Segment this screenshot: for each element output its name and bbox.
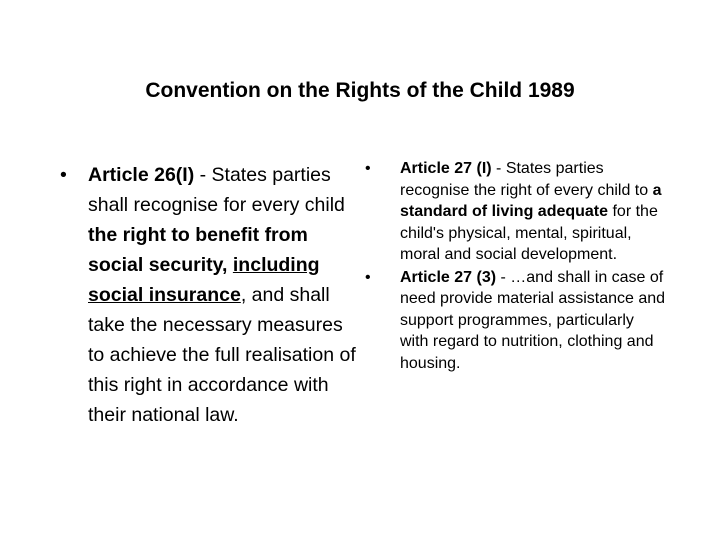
list-item-article-27-1 xyxy=(356,158,666,266)
article-emphasis: a standard of living adequate xyxy=(400,181,662,220)
article-ref: Article 26(I) xyxy=(88,164,195,186)
right-column xyxy=(356,158,666,374)
article-text: - States parties recognise the right of every child to xyxy=(400,160,653,199)
bullet-icon: • xyxy=(60,164,67,186)
article-text: for the child's physical, mental, spiritual, moral and social development. xyxy=(400,203,658,263)
list-item-article-27-3 xyxy=(356,267,666,375)
article-underline: including social insurance xyxy=(88,254,320,306)
article-text: , and shall take the necessary measures to achieve the full realisation of this right in accordance with their national law. xyxy=(88,284,356,426)
list-item-article-26 xyxy=(60,160,360,430)
article-ref: Article 27 (3) xyxy=(400,268,497,286)
article-ref: Article 27 (I) xyxy=(400,160,492,177)
article-text: - …and shall in case of need provide material assistance and support programmes, particularly with regard to nutrition, clothing and housing. xyxy=(400,268,666,372)
bullet-icon: • xyxy=(365,268,371,286)
slide-title: Convention on the Rights of the Child 1989 xyxy=(145,79,575,102)
bullet-icon: • xyxy=(365,160,371,177)
article-emphasis: the right to benefit from social security, xyxy=(88,224,308,276)
left-column xyxy=(60,160,360,430)
article-text: - States parties shall recognise for every child xyxy=(88,164,345,216)
